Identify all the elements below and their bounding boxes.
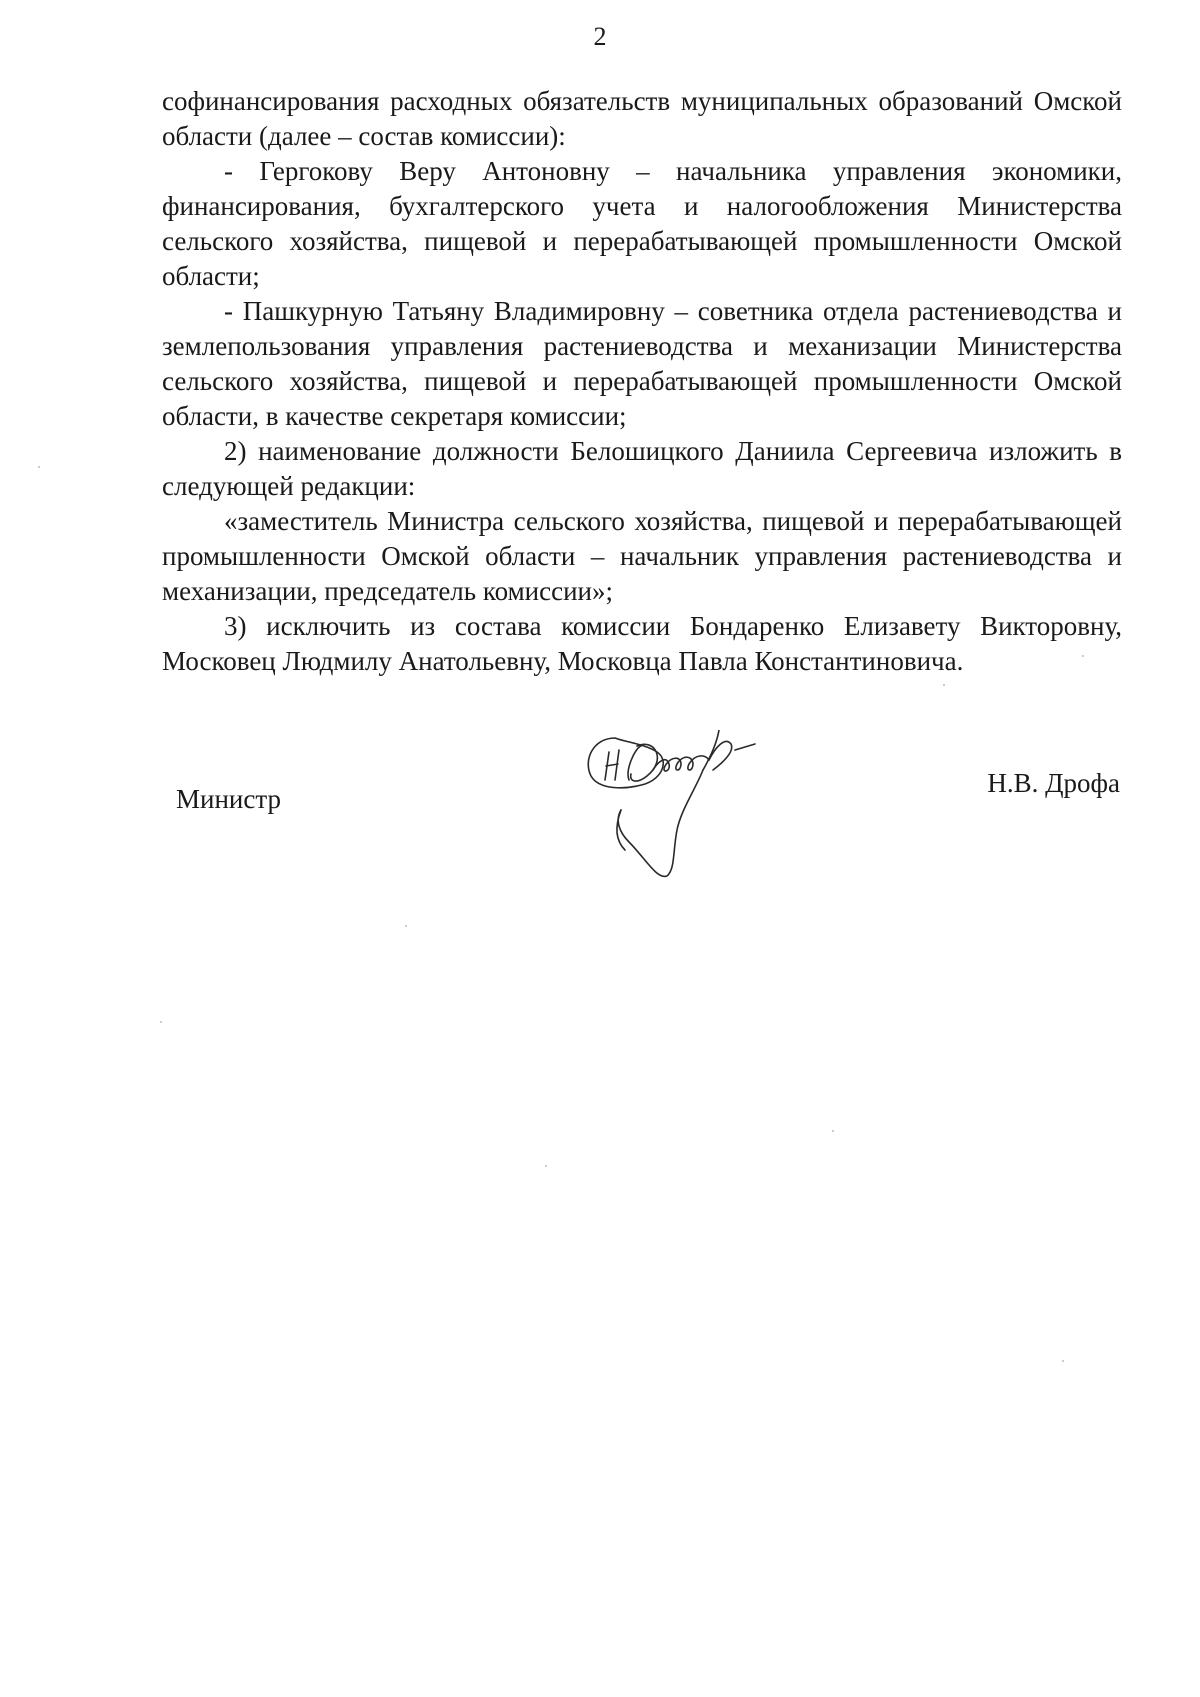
paragraph-member-gergokova: - Гергокову Веру Антоновну – начальника управления экономики, финансирования, бухгалтерского учета и налогообложения Министерства сельского хозяйства, пищевой и перерабатывающей промышленности Омской области; (162, 156, 1122, 291)
scan-speck (545, 1165, 547, 1167)
signatory-title: Министр (176, 784, 281, 814)
paragraph-intro: софинансирования расходных обязательств муниципальных образований Омской области (далее – состав комиссии): (162, 86, 1122, 151)
scan-speck (160, 1021, 162, 1023)
page-number: 2 (593, 22, 607, 51)
paragraph-item-3: 3) исключить из состава комиссии Бондаренко Елизавету Викторовну, Московец Людмилу Анатольевну, Московца Павла Константиновича. (162, 611, 1122, 676)
scan-speck (405, 925, 407, 927)
scan-speck (1082, 655, 1084, 657)
svg-text:НД: НД (585, 730, 587, 731)
document-body (162, 84, 1122, 679)
paragraph-new-position: «заместитель Министра сельского хозяйства, пищевой и перерабатывающей промышленности Омской области – начальник управления растениеводства и механизации, председатель комиссии»; (162, 506, 1122, 606)
scan-speck (1062, 1360, 1064, 1362)
scan-speck (832, 1130, 834, 1132)
handwritten-signature (585, 730, 815, 910)
signatory-name: Н.В. Дрофа (987, 768, 1120, 798)
scan-speck (38, 466, 40, 468)
scan-speck (943, 684, 945, 686)
paragraph-item-2: 2) наименование должности Белошицкого Даниила Сергеевича изложить в следующей редакции: (162, 436, 1122, 501)
paragraph-member-pashkurnaya: - Пашкурную Татьяну Владимировну – советника отдела растениеводства и землепользования управления растениеводства и механизации Министерства сельского хозяйства, пищевой и перерабатывающей промышленности Омской области, в качестве секретаря комиссии; (162, 296, 1122, 431)
